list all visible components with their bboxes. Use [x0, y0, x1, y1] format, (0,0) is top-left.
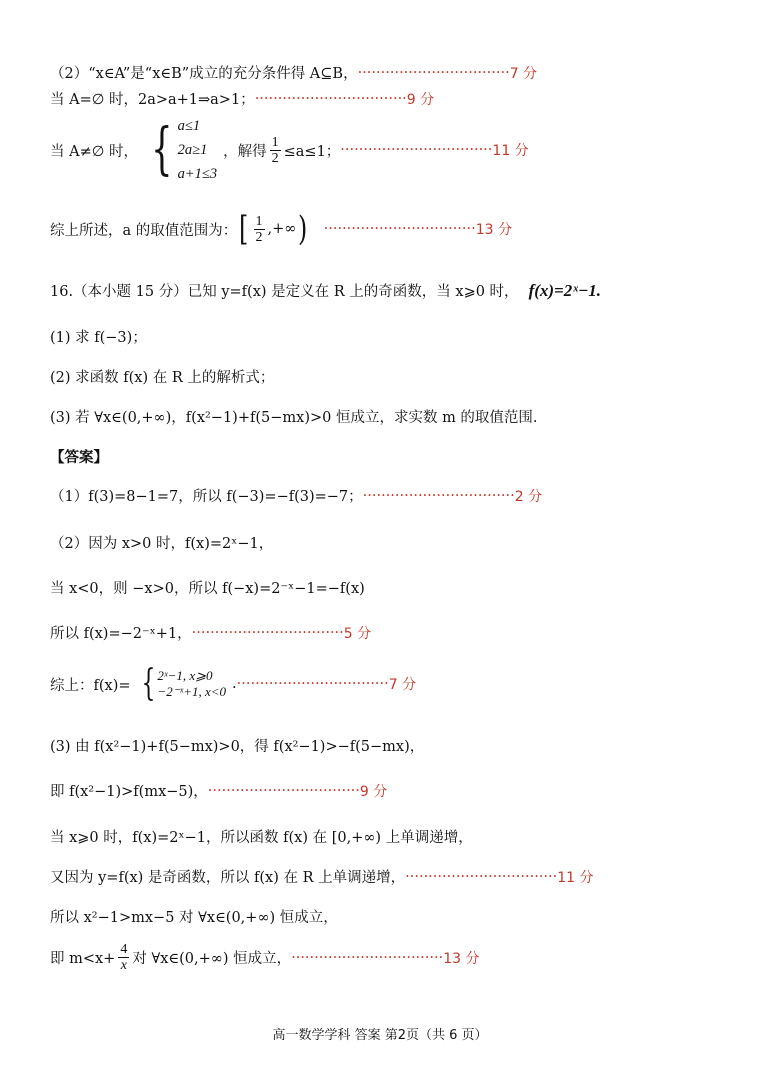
answer-text: 当 x⩾0 时，f(x)=2ˣ−1，所以函数 f(x) 在 [0,+∞) 上单调递增， [50, 830, 473, 846]
dotted-leader: ································· [340, 142, 493, 158]
fraction-numerator: 4 [120, 942, 128, 957]
fraction [254, 214, 265, 245]
score-label: 11 分 [492, 143, 529, 159]
line-empty-set-case [50, 88, 434, 109]
score-label: 7 分 [388, 677, 417, 693]
line-range-summary [50, 209, 513, 249]
left-bracket: [ [239, 209, 249, 249]
question-1 [50, 326, 147, 347]
answer-text: 所以 x²−1>mx−5 对 ∀x∈(0,+∞) 恒成立， [50, 910, 338, 926]
fraction-numerator: 1 [271, 134, 279, 150]
case-1: a≤1 [177, 118, 201, 134]
dotted-leader: ································· [405, 868, 558, 885]
score-label: 13 分 [443, 950, 480, 967]
answer-3-monotone [50, 826, 473, 847]
left-brace: { [141, 663, 155, 704]
page-footer: 高一数学学科 答案 第2页（共 6 页） [272, 1028, 488, 1043]
dotted-leader: ································· [362, 487, 515, 504]
case-2: 2a≥1 [177, 142, 208, 158]
problem-formula: f(x)=2ˣ−1. [528, 280, 602, 300]
fraction [118, 942, 129, 973]
answer-text: 当 x<0，则 −x>0，所以 f(−x)=2⁻ˣ−1=−f(x) [50, 581, 365, 597]
line-tail: 对 ∀x∈(0,+∞) 恒成立， [132, 951, 292, 967]
line-sufficient-condition [50, 62, 537, 83]
score-label: 9 分 [359, 783, 388, 800]
piece-2: −2⁻ˣ+1, x<0 [157, 684, 227, 699]
case-system [144, 114, 217, 186]
answer-heading [50, 446, 108, 467]
answer-2-negative-case [50, 577, 365, 598]
question-2 [50, 366, 274, 387]
line-text: （2）“x∈A”是“x∈B”成立的充分条件得 A⊆B， [50, 66, 358, 82]
dotted-leader: ································· [191, 624, 344, 641]
answer-text: 即 f(x²−1)>f(mx−5)， [50, 784, 208, 800]
line-tail: ≤a≤1； [283, 143, 341, 160]
dotted-leader: ································· [291, 949, 444, 966]
line-prefix: 当 A≠∅ 时， [50, 143, 138, 160]
answer-2-intro [50, 532, 273, 553]
score-label: 2 分 [514, 488, 543, 505]
line-nonempty-case [50, 114, 529, 186]
line-prefix: 综上所述，a 的取值范围为： [50, 222, 238, 239]
answer-1 [50, 485, 542, 506]
line-prefix: 即 m<x+ [50, 951, 116, 967]
score-label: 11 分 [557, 869, 594, 886]
case-3: a+1≤3 [177, 166, 218, 182]
interval-tail: ,+∞ [267, 221, 297, 237]
answer-text: （1）f(3)=8−1=7，所以 f(−3)=−f(3)=−7； [50, 489, 363, 505]
solve-text: ，解得 [223, 143, 267, 160]
piecewise-system [137, 663, 227, 704]
answer-text: （2）因为 x>0 时，f(x)=2ˣ−1， [50, 536, 274, 552]
dotted-leader: ································· [357, 64, 510, 81]
fraction-numerator: 1 [255, 213, 263, 229]
right-paren: ) [298, 209, 308, 249]
answer-3-step [50, 780, 387, 801]
answer-3-intro [50, 735, 424, 756]
answer-2-result [50, 622, 371, 643]
answer-text: 所以 f(x)=−2⁻ˣ+1， [50, 626, 192, 642]
question-3 [50, 406, 538, 427]
answer-3-final [50, 942, 479, 973]
dotted-leader: ································· [236, 676, 389, 692]
score-label: 5 分 [343, 625, 372, 642]
dotted-leader: ································· [207, 782, 360, 799]
answer-3-odd-function [50, 866, 594, 887]
score-label: 13 分 [475, 222, 513, 238]
problem-text: 16.（本小题 15 分）已知 y=f(x) 是定义在 R 上的奇函数，当 x⩾0 时， [50, 284, 519, 300]
question-text: (2) 求函数 f(x) 在 R 上的解析式； [50, 370, 275, 386]
piece-1: 2ˣ−1, x⩾0 [157, 668, 213, 683]
question-text: (1) 求 f(−3)； [50, 330, 147, 346]
line-text: 当 A=∅ 时，2a>a+1⇒a>1； [50, 92, 255, 108]
score-label: 7 分 [509, 65, 538, 82]
score-label: 9 分 [406, 91, 435, 108]
problem-16-stem [50, 280, 601, 301]
fraction-denominator: x [120, 958, 127, 973]
fraction [270, 135, 281, 166]
answer-text: (3) 由 f(x²−1)+f(5−mx)>0，得 f(x²−1)>−f(5−mx)， [50, 739, 425, 755]
answer-2-piecewise [50, 663, 417, 704]
left-brace: { [151, 117, 173, 182]
answer-3-inequality [50, 906, 338, 927]
piecewise-stack [157, 668, 226, 700]
line-prefix: 综上：f(x)= [50, 677, 131, 694]
inequality-stack [178, 114, 218, 186]
dotted-leader: ································· [323, 221, 476, 237]
fraction-denominator: 2 [271, 150, 279, 166]
fraction-denominator: 2 [255, 229, 263, 245]
answer-text: 又因为 y=f(x) 是奇函数，所以 f(x) 在 R 上单调递增， [50, 870, 406, 886]
line-tail: . [232, 676, 237, 692]
question-text: (3) 若 ∀x∈(0,+∞)，f(x²−1)+f(5−mx)>0 恒成立，求实数 m 的取值范围. [50, 410, 538, 426]
dotted-leader: ································· [254, 90, 407, 107]
answer-label: 【答案】 [50, 449, 108, 466]
